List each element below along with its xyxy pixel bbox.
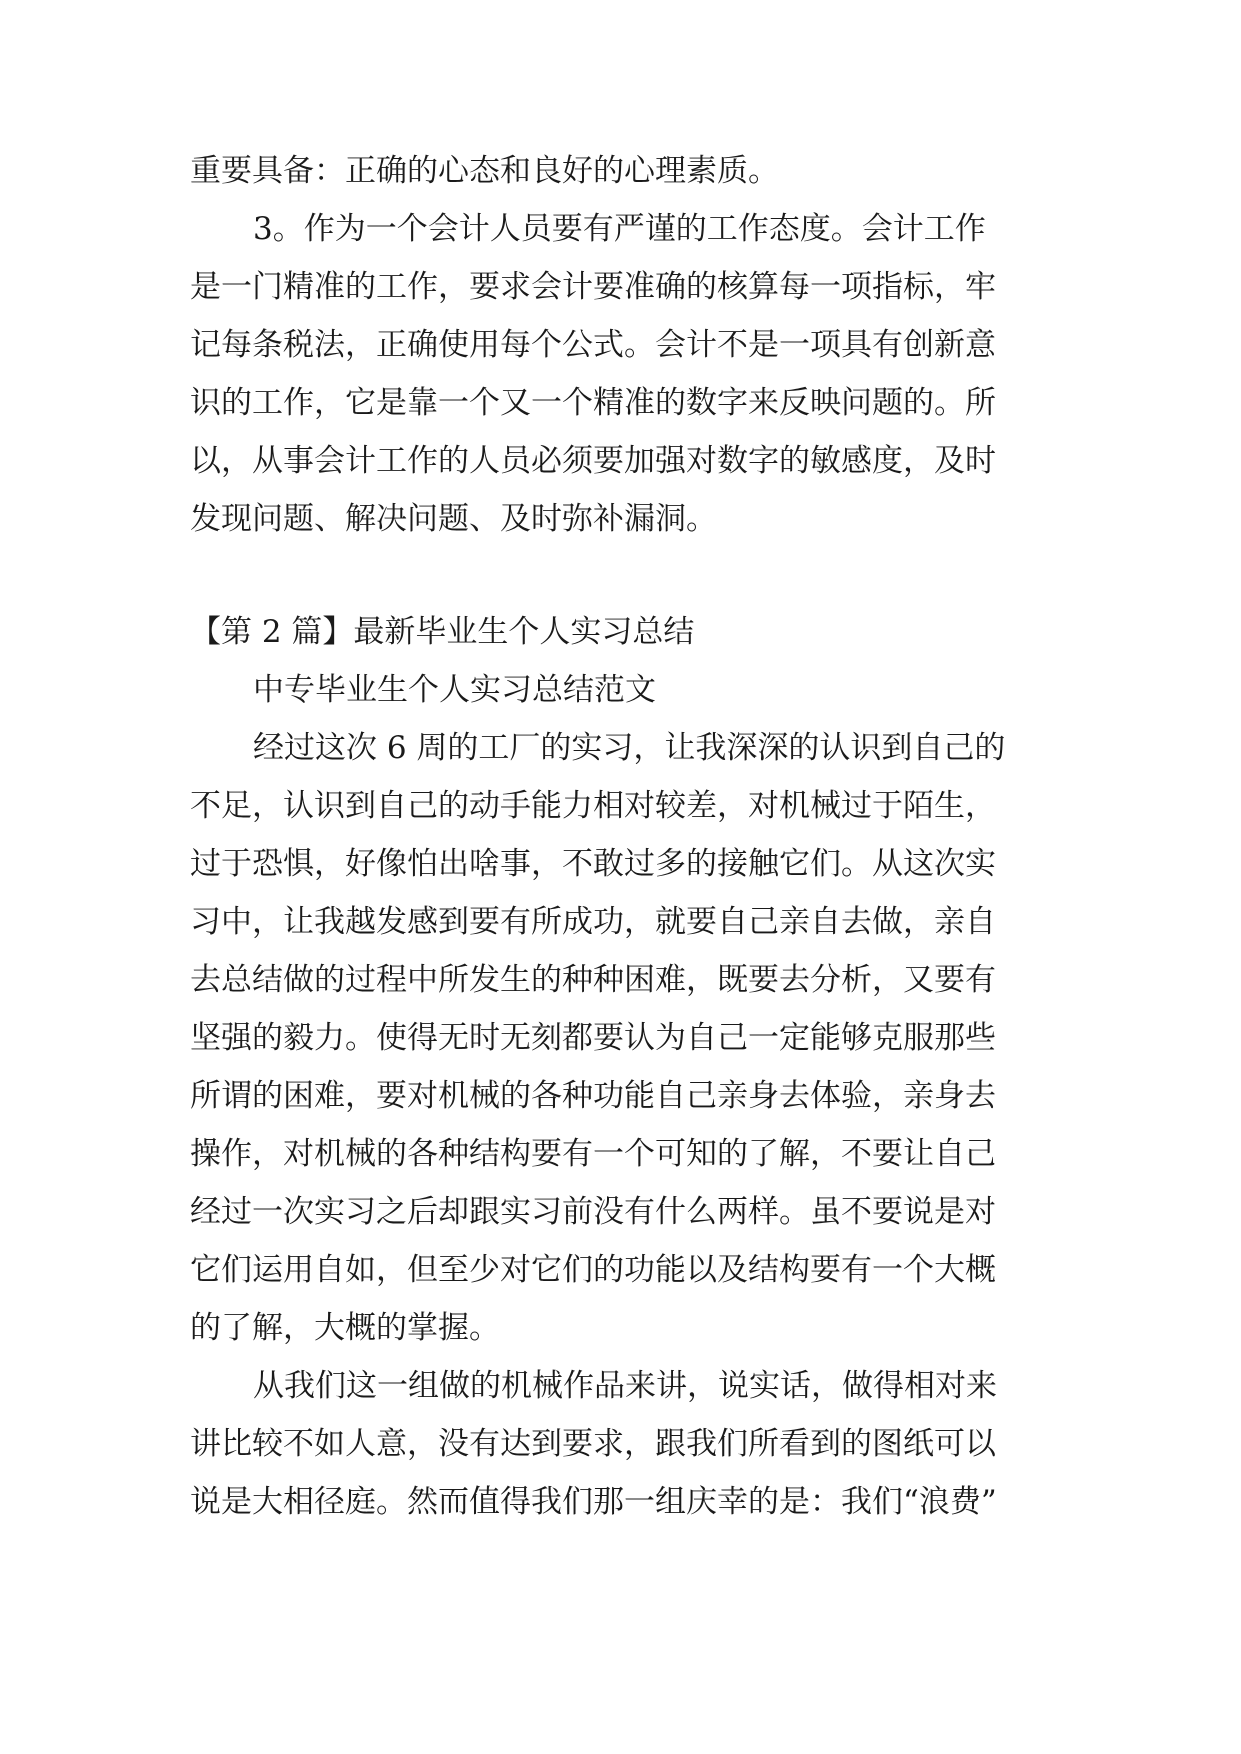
paragraph-line: 操作，对机械的各种结构要有一个可知的了解，不要让自己 — [190, 1136, 996, 1172]
paragraph-line: 坚强的毅力。使得无时无刻都要认为自己一定能够克服那些 — [190, 1020, 996, 1056]
paragraph-line: 不足，认识到自己的动手能力相对较差，对机械过于陌生， — [190, 788, 996, 824]
paragraph-line: 经过这次 6 周的工厂的实习，让我深深的认识到自己的 — [253, 730, 1006, 766]
paragraph-line: 从我们这一组做的机械作品来讲，说实话，做得相对来 — [253, 1368, 997, 1404]
paragraph-line: 是一门精准的工作，要求会计要准确的核算每一项指标，牢 — [190, 269, 996, 305]
paragraph-line: 发现问题、解决问题、及时弥补漏洞。 — [190, 501, 717, 537]
paragraph-line: 3。作为一个会计人员要有严谨的工作态度。会计工作 — [253, 211, 986, 247]
paragraph-line: 它们运用自如，但至少对它们的功能以及结构要有一个大概 — [190, 1252, 996, 1288]
paragraph-line: 所谓的困难，要对机械的各种功能自己亲身去体验，亲身去 — [190, 1078, 996, 1114]
paragraph-line: 讲比较不如人意，没有达到要求，跟我们所看到的图纸可以 — [190, 1426, 996, 1462]
paragraph-line: 去总结做的过程中所发生的种种困难，既要去分析，又要有 — [190, 962, 996, 998]
paragraph-line: 的了解，大概的掌握。 — [190, 1310, 500, 1346]
paragraph-line: 记每条税法，正确使用每个公式。会计不是一项具有创新意 — [190, 327, 996, 363]
section-heading: 【第 2 篇】最新毕业生个人实习总结 — [190, 614, 695, 650]
paragraph-line: 过于恐惧，好像怕出啥事，不敢过多的接触它们。从这次实 — [190, 846, 996, 882]
paragraph-line: 经过一次实习之后却跟实习前没有什么两样。虽不要说是对 — [190, 1194, 996, 1230]
paragraph-line: 习中，让我越发感到要有所成功，就要自己亲自去做，亲自 — [190, 904, 996, 940]
paragraph-line: 说是大相径庭。然而值得我们那一组庆幸的是：我们“浪费” — [190, 1484, 997, 1520]
section-subtitle: 中专毕业生个人实习总结范文 — [253, 672, 656, 708]
paragraph-line: 识的工作，它是靠一个又一个精准的数字来反映问题的。所 — [190, 385, 996, 421]
paragraph-line: 重要具备：正确的心态和良好的心理素质。 — [190, 153, 779, 189]
paragraph-line: 以，从事会计工作的人员必须要加强对数字的敏感度，及时 — [190, 443, 996, 479]
